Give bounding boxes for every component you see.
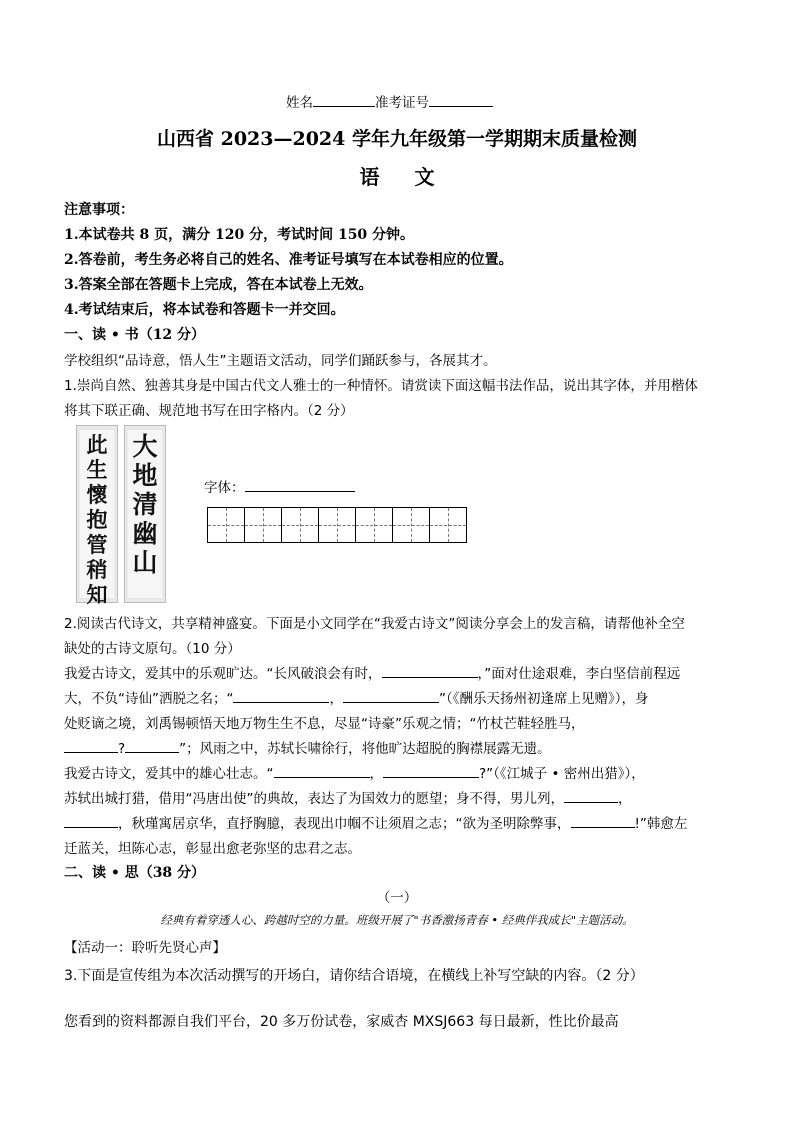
tianzige-cell	[355, 507, 393, 543]
passage-text: 大，不负“诗仙”洒脱之名；“	[64, 691, 234, 707]
passage-text: ”；风雨之中，苏轼长啸徐行，将他旷达超脱的胸襟展露无遗。	[179, 741, 551, 757]
answer-blank	[64, 740, 118, 753]
passage-text: 我爱古诗文，爱其中的雄心壮志。“	[64, 766, 274, 782]
answer-blank	[382, 665, 478, 678]
passage-text: !”韩愈左	[634, 816, 688, 832]
question-1: 1.崇尚自然、独善其身是中国古代文人雅士的一种情怀。请赏读下面这幅书法作品，说出其字体，并用楷体	[64, 378, 698, 394]
passage-line: 处贬谪之境，刘禹锡顿悟天地万物生生不息，尽显“诗豪”乐观之情；“竹杖芒鞋轻胜马，	[64, 716, 585, 732]
exam-title: 山西省 2023—2024 学年九年级第一学期期末质量检测	[157, 128, 637, 150]
passage-text: ，	[329, 691, 343, 707]
part-label: （一）	[376, 890, 418, 906]
passage-line: 迁蓝关，坦陈心志，彰显出愈老弥坚的忠君之志。	[64, 841, 361, 857]
candidate-info-line	[286, 91, 493, 111]
tianzige-cell	[318, 507, 356, 543]
passage-text: ，	[618, 791, 632, 807]
activity-one-label: 【活动一：聆听先贤心声】	[64, 940, 226, 956]
question-1-cont: 将其下联正确、规范地书写在田字格内。（2 分）	[64, 403, 354, 419]
answer-blank	[564, 790, 618, 803]
passage-text: ，秋瑾寓居京华，直抒胸臆，表现出巾帼不让须眉之志；“欲为圣明除弊事，	[118, 816, 571, 832]
font-answer-blank	[245, 479, 355, 492]
answer-blank	[383, 765, 479, 778]
passage-line	[64, 787, 632, 807]
passage-line	[64, 662, 680, 682]
tianzige-cell	[429, 507, 467, 543]
answer-blank	[125, 740, 179, 753]
calligraphy-right-text: 大地清幽山	[132, 432, 158, 577]
calligraphy-scroll-left	[76, 425, 118, 607]
answer-blank	[571, 815, 635, 828]
question-3: 3.下面是宣传组为本次活动撰写的开场白，请你结合语境，在横线上补写空缺的内容。（2 分）	[64, 968, 644, 984]
question-2: 2.阅读古代诗文，共享精神盛宴。下面是小文同学在“我爱古诗文”阅读分享会上的发言稿，请帮他补全空	[64, 616, 685, 632]
passage-text: ，”面对仕途艰难，李白坚信前程远	[477, 666, 681, 682]
passage-text: ，	[369, 766, 383, 782]
passage-text: 苏轼出城打猎，借用“冯唐出使”的典故，表达了为国效力的愿望；身不得，男儿列，	[64, 791, 564, 807]
font-label: 字体：	[204, 480, 245, 496]
passage-text: ?”（《江城子 • 密州出猎》），	[479, 766, 645, 782]
answer-blank	[343, 690, 439, 703]
calligraphy-scroll-right	[124, 425, 166, 603]
name-label: 姓名	[286, 95, 313, 111]
activity-banner: 经典有着穿透人心、跨越时空的力量。班级开展了"书香激扬青春 • 经典伴我成长"主题活动。	[160, 913, 634, 927]
calligraphy-left-text: 此生懷抱管稍知	[86, 432, 108, 607]
section1-intro: 学校组织“品诗意，悟人生”主题语文活动，同学们踊跃参与，各展其才。	[64, 353, 497, 369]
passage-line	[64, 737, 551, 757]
name-blank	[313, 94, 375, 107]
answer-blank	[64, 815, 118, 828]
passage-text: ?	[118, 741, 126, 757]
answer-blank	[233, 690, 329, 703]
font-answer-line	[204, 476, 355, 496]
passage-line	[64, 812, 687, 832]
notes-heading: 注意事项：	[64, 202, 134, 218]
note-item: 1.本试卷共 8 页，满分 120 分，考试时间 150 分钟。	[64, 227, 415, 243]
tianzige-cell	[392, 507, 430, 543]
exam-id-blank	[429, 94, 493, 107]
passage-text: 我爱古诗文，爱其中的乐观旷达。“长风破浪会有时，	[64, 666, 382, 682]
subject-title: 语 文	[359, 165, 449, 189]
section2-heading: 二、读 • 思（38 分）	[64, 865, 206, 881]
note-item: 4.考试结束后，将本试卷和答题卡一并交回。	[64, 302, 345, 318]
passage-line	[64, 687, 648, 707]
tianzige-cell	[244, 507, 282, 543]
passage-text: ”（《酬乐天扬州初逢席上见赠》），身	[438, 691, 649, 707]
answer-blank	[274, 765, 370, 778]
note-item: 2.答卷前，考生务必将自己的姓名、准考证号填写在本试卷相应的位置。	[64, 252, 513, 268]
footer-ad: 您看到的资料都源自我们平台，20 多万份试卷，家威杏 MXSJ663 每日最新，性比价最高	[64, 1014, 619, 1030]
section1-heading: 一、读 • 书（12 分）	[64, 327, 206, 343]
tianzige-cell	[281, 507, 319, 543]
question-2-cont: 缺处的古诗文原句。（10 分）	[64, 641, 241, 657]
passage-line	[64, 762, 645, 782]
tianzige-cell	[207, 507, 245, 543]
exam-id-label: 准考证号	[375, 95, 429, 111]
note-item: 3.答案全部在答题卡上完成，答在本试卷上无效。	[64, 277, 373, 293]
tianzige-grid	[207, 507, 466, 543]
